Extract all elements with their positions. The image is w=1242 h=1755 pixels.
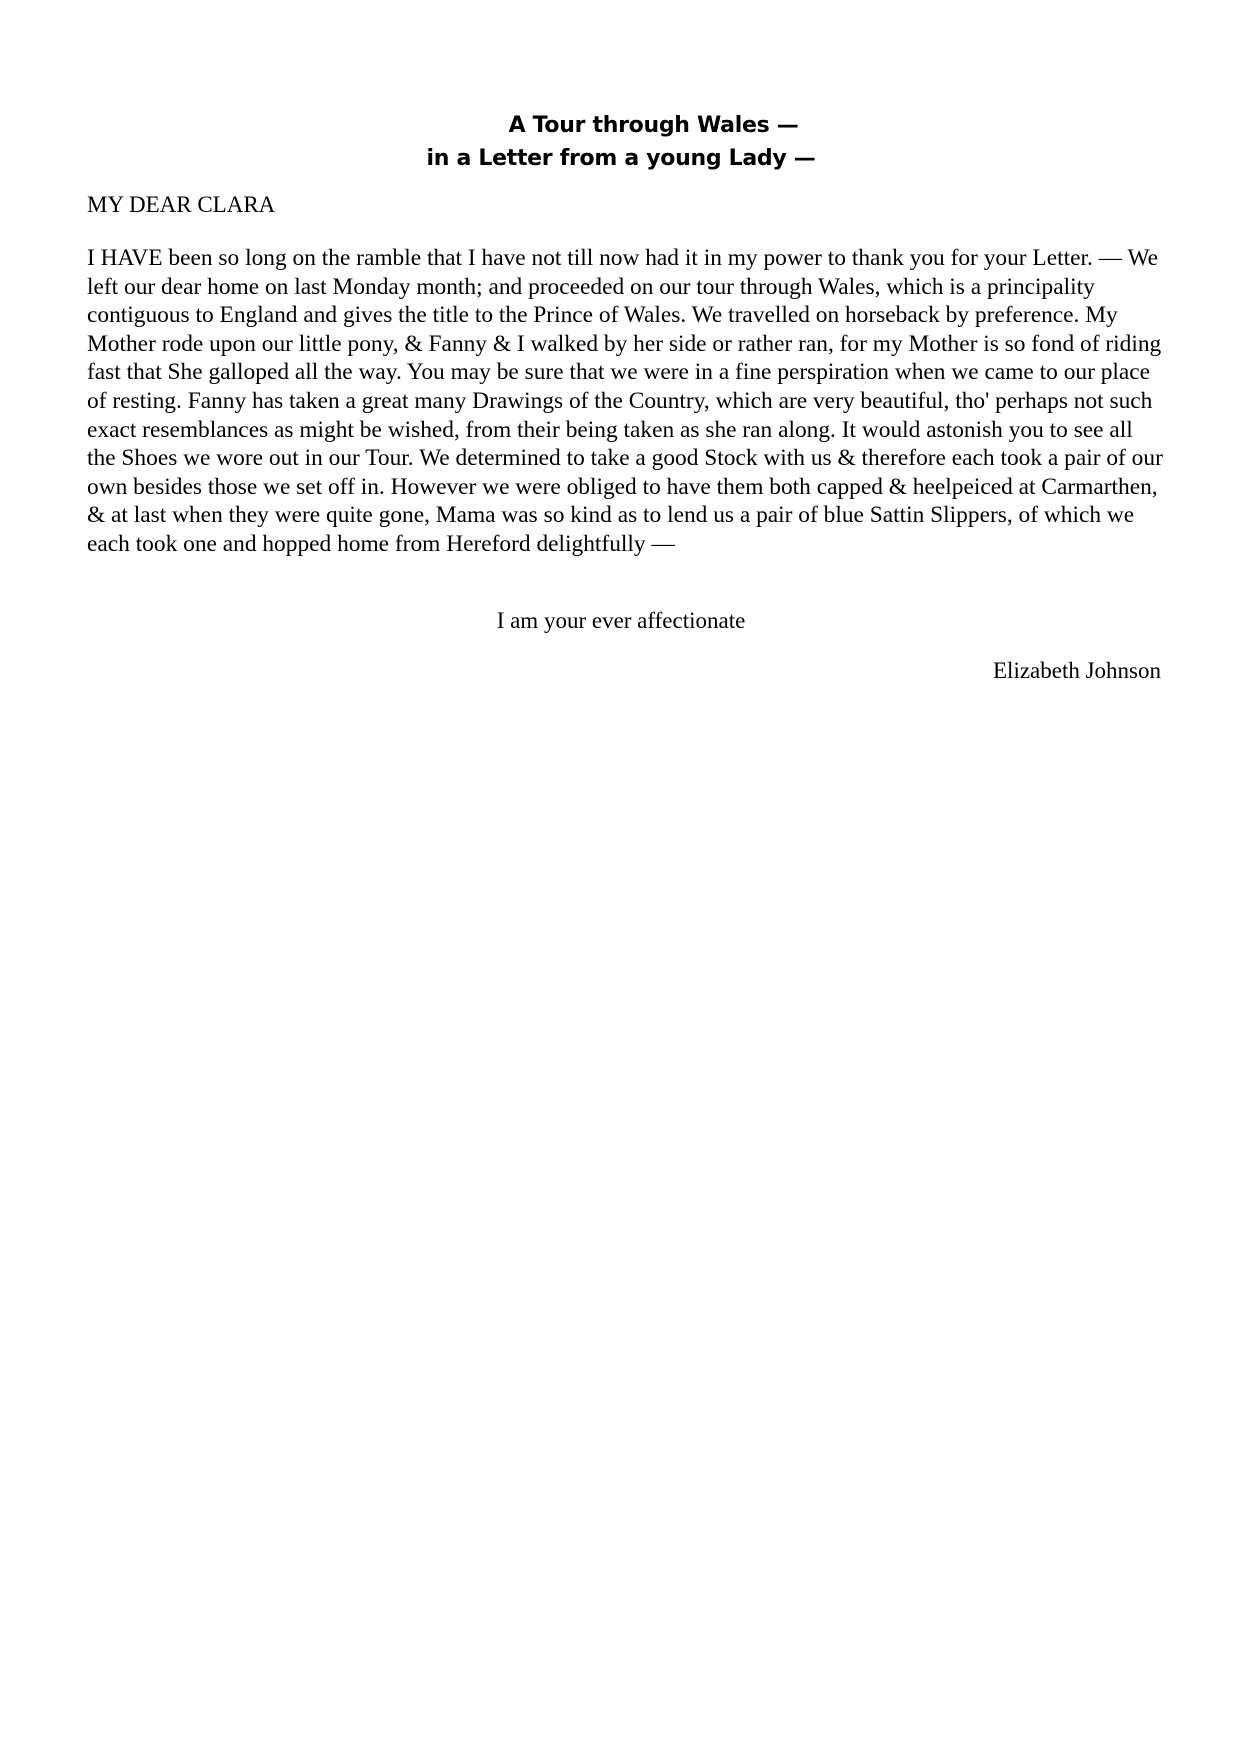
signature: Elizabeth Johnson (993, 658, 1161, 683)
title-line-1: A Tour through Wales — (508, 113, 799, 138)
title-line-2: in a Letter from a young Lady — (426, 146, 816, 171)
letter-body: I HAVE been so long on the ramble that I have not till now had it in my power to thank you for your Letter. — We left our dear home on last Monday month; and proceeded on our tour through Wales, which is a principality contiguous to England and gives the title to the Prince of Wales. We travelled on horseback by preference. My Mother rode upon our little pony, & Fanny & I walked by her side or rather ran, for my Mother is so fond of riding fast that She galloped all the way. You may be sure that we were in a fine perspiration when we came to our place of resting. Fanny has taken a great many Drawings of the Country, which are very beautiful, tho' perhaps not such exact resemblances as might be wished, from their being taken as she ran along. It would astonish you to see all the Shoes we wore out in our Tour. We determined to take a good Stock with us & therefore each took a pair of our own besides those we set off in. However we were obliged to have them both capped & heelpeiced at Carmarthen, & at last when they were quite gone, Mama was so kind as to lend us a pair of blue Sattin Slippers, of which we each took one and hopped home from Hereford delightfully — (87, 245, 1163, 557)
closing-line: I am your ever affectionate (496, 608, 746, 633)
salutation: MY DEAR CLARA (87, 192, 276, 217)
